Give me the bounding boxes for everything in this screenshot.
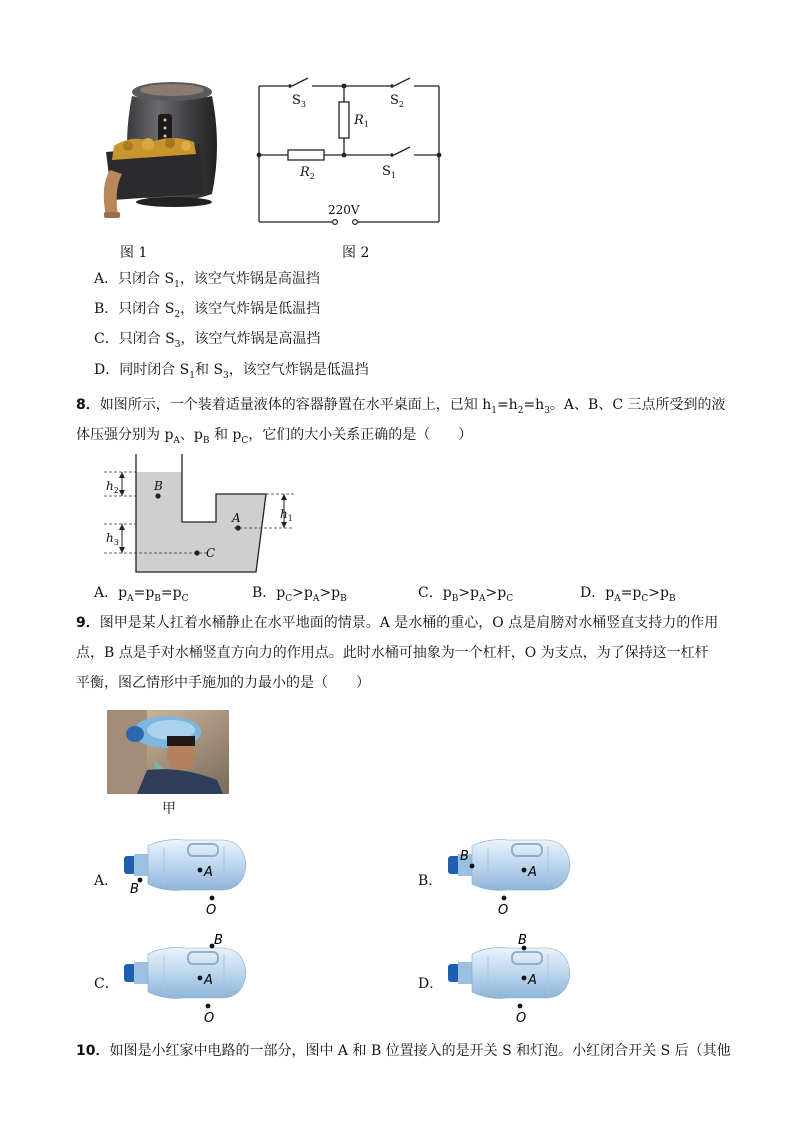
svg-text:R2: [299, 165, 315, 181]
q8-option-d: D．$p_A=p_C>p_B$: [580, 585, 676, 604]
q10-line1: 10．如图是小红家中电路的一部分，图中 A 和 B 位置接入的是开关 S 和灯泡。小红闭合开关 S 后（其他: [76, 1043, 731, 1059]
s3-sub: 3: [300, 100, 306, 109]
svg-text:O: O: [204, 1011, 215, 1026]
q7-option-c: C．只闭合 $S_3$，该空气炸锅是高温挡: [94, 331, 321, 350]
svg-text:A: A: [204, 865, 213, 880]
q8-option-c: C．$p_B>p_A>p_C$: [418, 585, 514, 604]
svg-text:O: O: [498, 903, 509, 918]
point-c-label: C: [206, 546, 216, 560]
q9-line1: 9．图甲是某人扛着水桶静止在水平地面的情景。A 是水桶的重心，O 点是肩膀对水桶竖直支持力的作用: [76, 615, 719, 631]
svg-text:h2: $h_2$: [106, 479, 119, 495]
q9-line3: 平衡，图乙情形中手施加的力最小的是（ ）: [76, 675, 370, 691]
photo-caption: 甲: [162, 801, 176, 817]
s3-label: S: [292, 93, 301, 108]
h2-label: h: [106, 479, 114, 493]
container-diagram: [98, 452, 298, 578]
svg-text:A: A: [204, 973, 213, 988]
fig1-caption: 图 1: [120, 245, 148, 261]
bottle-option-d: [444, 934, 584, 1026]
q9-option-b-label: B．: [418, 873, 443, 889]
svg-text:B: B: [460, 849, 469, 864]
q9-option-a-label: A．: [94, 873, 119, 889]
fig2-caption: 图 2: [342, 245, 370, 261]
voltage-label: 220V: [328, 203, 360, 217]
r1-label: R: [354, 113, 364, 128]
q9-line2: 点，B 点是手对水桶竖直方向力的作用点。此时水桶可抽象为一个杠杆，O 为支点，为了保持这一杠杆: [76, 645, 709, 661]
h1-label: h: [280, 507, 288, 521]
r2-sub: 2: [309, 172, 315, 181]
svg-text:A: A: [528, 973, 537, 988]
point-a-label: A: [232, 511, 241, 525]
q9-option-c-label: C．: [94, 976, 119, 992]
q9-option-d-label: D．: [418, 976, 444, 992]
svg-text:S2: [390, 93, 404, 109]
q8-line1: 8．如图所示，一个装着适量液体的容器静置在水平桌面上，已知 $h_1=h_2=h_3$。A、B、C 三点所受到的液: [76, 397, 726, 416]
point-b-label: B: [154, 479, 163, 493]
q7-option-b: B．只闭合 $S_2$，该空气炸锅是低温挡: [94, 301, 321, 320]
air-fryer-image: [92, 76, 242, 228]
q9-number: 9．: [76, 615, 100, 631]
q7-option-d: D．同时闭合 $S_1$和 $S_3$，该空气炸锅是低温挡: [94, 362, 369, 381]
q8-option-a: A．$p_A=p_B=p_C$: [94, 585, 189, 604]
s2-label: S: [390, 93, 399, 108]
q8-number: 8．: [76, 397, 100, 413]
q7-option-a: A．只闭合 $S_1$，该空气炸锅是高温挡: [94, 271, 320, 290]
bottle-option-b: [444, 838, 584, 920]
s2-sub: 2: [398, 100, 404, 109]
svg-text:h3: $h_3$: [106, 531, 119, 547]
bottle-option-c: [120, 934, 260, 1026]
svg-text:O: O: [516, 1011, 527, 1026]
svg-text:B: B: [130, 882, 139, 897]
s1-label: S: [382, 164, 391, 179]
q8-option-b: B．$p_C>p_A>p_B$: [252, 585, 347, 604]
svg-text:A: A: [528, 865, 537, 880]
r2-label: R: [300, 165, 310, 180]
svg-text:S1: [382, 164, 396, 180]
q10-number: 10．: [76, 1043, 110, 1059]
svg-text:O: O: [206, 903, 217, 918]
svg-text:h1: $h_1$: [280, 507, 293, 523]
svg-text:R1: [353, 113, 369, 129]
h3-label: h: [106, 531, 114, 545]
svg-text:B: B: [518, 934, 527, 948]
svg-text:S3: [292, 93, 306, 109]
q8-line2: 体压强分别为 $p_A$、$p_B$ 和 $p_C$，它们的大小关系正确的是（ ）: [76, 427, 473, 446]
bottle-option-a: [120, 838, 260, 920]
svg-text:B: B: [214, 934, 223, 948]
s1-sub: 1: [390, 171, 396, 180]
circuit-diagram: [250, 72, 450, 237]
person-carrying-bucket-photo: [107, 710, 229, 794]
r1-sub: 1: [363, 120, 369, 129]
